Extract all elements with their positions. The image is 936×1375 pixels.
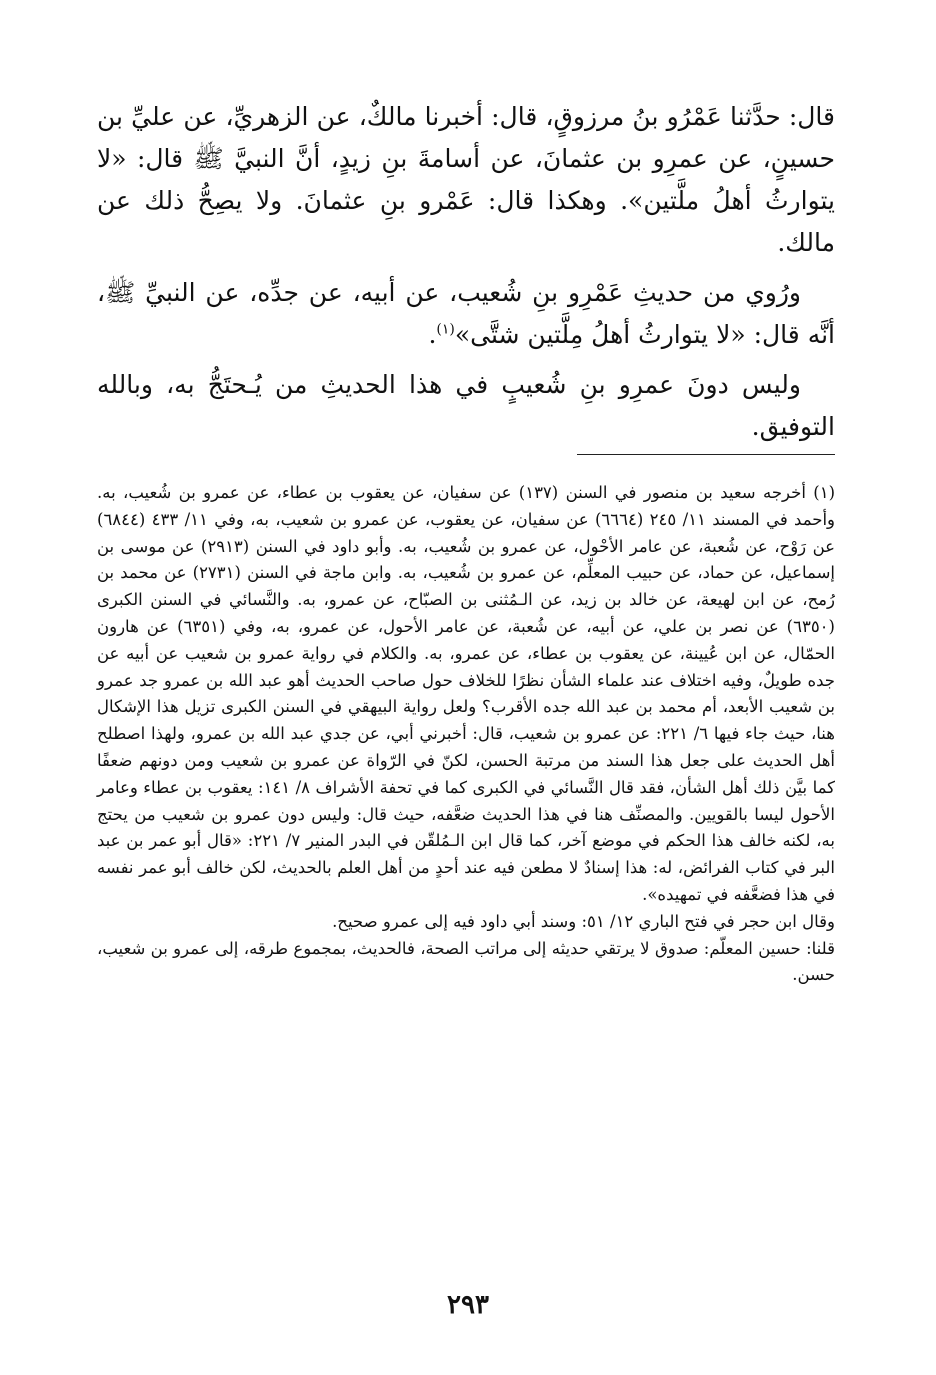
footnote-1: (١) أخرجه سعيد بن منصور في السنن (١٣٧) عن سفيان، عن يعقوب بن عطاء، عن عمرو بن شُعيب، به. وأحمد في المسند ١١/ ٢٤٥ (٦٦٦٤) عن سفيان، عن يعقوب، عن عمرو بن شعيب، به، وفي ١١/ ٤٣٣ (٦٨٤٤) عن رَوْح، عن شُعبة، عن عامر الأحْول، عن عمرو بن شُعيب، به. وأبو داود في السنن (٢٩١٣) عن موسى بن إسماعيل، عن حماد، عن حبيب المعلِّم، عن عمرو بن شُعيب، به. وابن ماجة في السنن (٢٧٣١) عن محمد بن رُمح، عن ابن لهيعة، عن خالد بن زيد، عن الـمُثنى بن الصبّاح، عن عمرو، به. والنَّسائي في السنن الكبرى (٦٣٥٠) عن نصر بن علي، عن أبيه، عن شُعبة، عن عامر الأحول، عن عمرو، به، وفي (٦٣٥١) عن هارون الحمّال، عن ابن عُيينة، عن يعقوب بن عطاء، عن عمرو، به. والكلام في رواية عمرو بن شعيب عن أبيه عن جده طويلٌ، وفيه اختلاف عند علماء الشأن نظرًا للخلاف حول صاحب الحديث أهو عبد الله بن عمرو جد عمرو بن شعيب الأبعد، أم محمد بن عبد الله جده الأقرب؟ ولعل رواية البيهقي في السنن الكبرى تزيل هذا الإشكال هنا، حيث جاء فيها ٦/ ٢٢١: عن عمرو بن شعيب، قال: أخبرني أبي، عن جدي عبد الله بن عمرو، ولهذا اصطلح أهل الحديث على جعل هذا السند من مرتبة الحسن، لكنّ في الرّواة عن عمرو بن شعيب ومن دونهم ضعفًا كما بيَّن ذلك أهل الشأن، فقد قال النَّسائي في الكبرى كما في تحفة الأشراف ٨/ ١٤١: يعقوب بن عطاء وعامر الأحول ليسا بالقويين. والمصنِّف هنا في هذا الحديث ضعَّفه، حيث قال: وليس دون عمرو بن شعيب من يحتج به، لكنه خالف هذا الحكم في موضع آخر، كما قال ابن الـمُلقّن في البدر المنير ٧/ ٢٢١: «قال أبو عمر بن عبد البر في كتاب الفرائض، له: هذا إسنادٌ لا مطعن فيه عند أحدٍ من أهل العلم بالحديث، لكن خالف أبو عمر نفسه في هذا فضعَّفه في تمهيده». — [97, 483, 836, 904]
footnote-1-continuation-a: وقال ابن حجر في فتح الباري ١٢/ ٥١: وسند أبي داود فيه إلى عمرو صحيح. — [332, 911, 835, 931]
paragraph-2 — [97, 272, 835, 356]
main-text — [97, 96, 835, 448]
paragraph-1: قال: حدَّثنا عَمْرُو بنُ مرزوقٍ، قال: أخبرنا مالكٌ، عن الزهريِّ، عن عليِّ بن حسينٍ، عن عمرِو بن عثمانَ، عن أسامةَ بنِ زيدٍ، أنَّ النبيَّ ﷺ قال: «لا يتوارثُ أهلُ ملَّتين». وهكذا قال: عَمْرو بنِ عثمانَ. ولا يصِحُّ ذلك عن مالك. — [97, 102, 835, 257]
footnote-divider — [577, 454, 835, 455]
footnote-reference[interactable]: (١) — [436, 321, 455, 338]
main-text-block — [97, 96, 835, 448]
paragraph-2-end: . — [428, 320, 437, 349]
footnote-1-continuation-b: قلنا: حسين المعلّم: صدوق لا يرتقي حديثه إلى مراتب الصحة، فالحديث، بمجموع طرقه، إلى عمرو بن شعيب، حسن. — [97, 938, 835, 985]
page-number: ٢٩٣ — [447, 1290, 489, 1320]
paragraph-2-text: ورُوي من حديثِ عَمْرِو بنِ شُعيب، عن أبيه، عن جدِّه، عن النبيِّ ﷺ، أنَّه قال: «لا يتوارثُ أهلُ مِلَّتين شتَّى» — [97, 278, 835, 349]
paragraph-3: وليس دونَ عمرِو بنِ شُعيبٍ في هذا الحديثِ من يُـحتَجُّ به، وبالله التوفيق. — [97, 370, 835, 441]
footnotes-block — [97, 480, 835, 989]
